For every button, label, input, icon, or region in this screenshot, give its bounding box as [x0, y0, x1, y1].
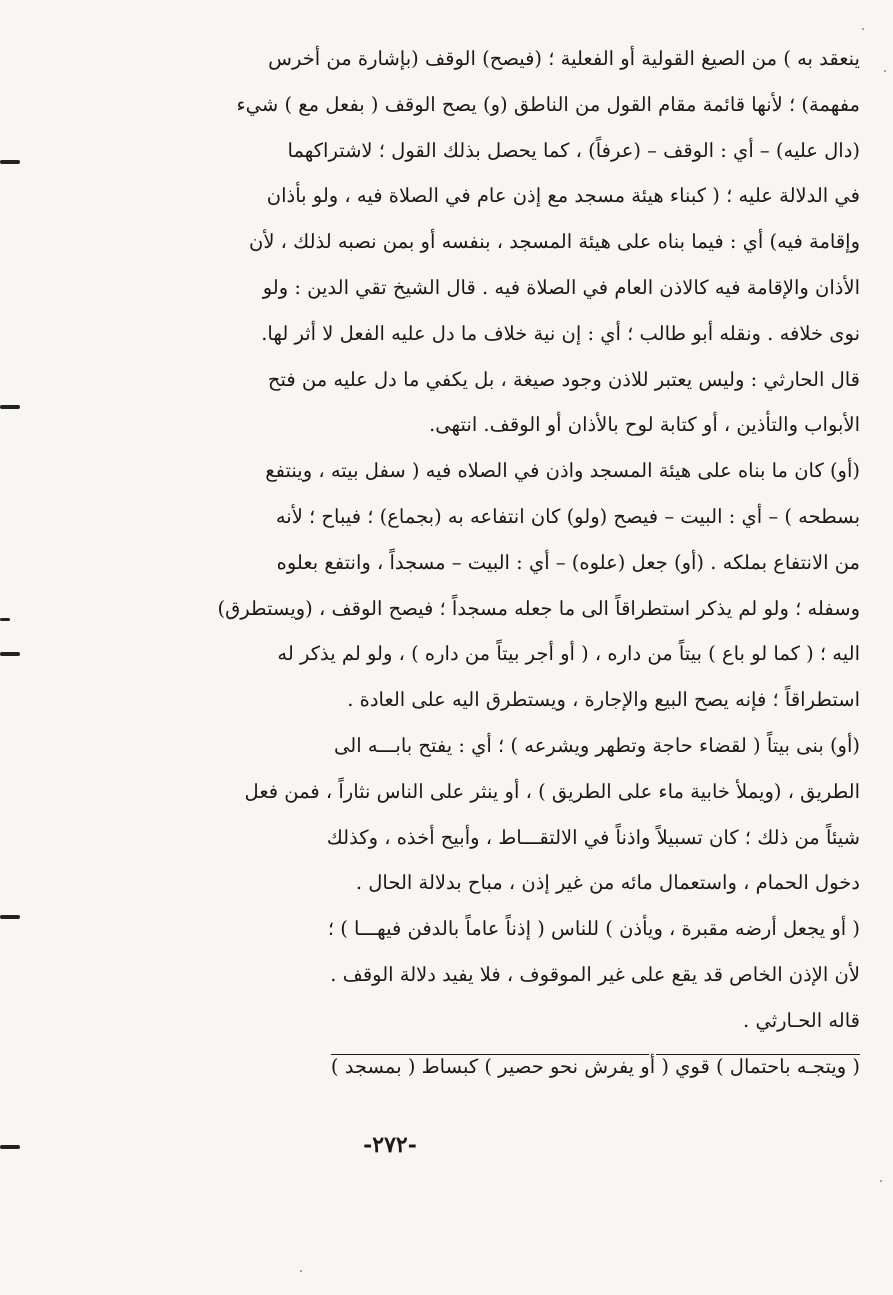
- margin-mark: [0, 618, 10, 621]
- text-line-15: استطراقاً ؛ فإنه يصح البيع والإجارة ، ويستطرق اليه على العادة .: [347, 688, 860, 712]
- paper-speck: [862, 28, 864, 30]
- text-line-18: شيئاً من ذلك ؛ كان تسبيلاً واذناً في الالتقـــاط ، وأبيح أخذه ، وكذلك: [326, 825, 860, 849]
- text-line-6: الأذان والإقامة فيه كالاذن العام في الصلاة فيه . قال الشيخ تقي الدين : ولو: [262, 275, 860, 299]
- text-line-14: اليه ؛ ( كما لو باع ) بيتاً من داره ، ( أو أجر بيتاً من داره ) ، ولو لم يذكر له: [277, 642, 860, 666]
- text-line-7: نوى خلافه . ونقله أبو طالب ؛ أي : إن نية خلاف ما دل عليه الفعل لا أثر لها.: [261, 321, 860, 345]
- text-line-1: ينعقد به ) من الصيغ القولية أو الفعلية ؛ (فيصح) الوقف (بإشارة من أخرس: [268, 47, 860, 70]
- text-line-4: في الدلالة عليه ؛ ( كبناء هيئة مسجد مع إذن عام في الصلاة فيه ، ولو بأذان: [266, 184, 860, 208]
- text-line-2: مفهمة) ؛ لأنها قائمة مقام القول من الناطق (و) يصح الوقف ( بفعل مع ) شيء: [236, 92, 860, 116]
- margin-mark: [0, 160, 20, 164]
- margin-mark: [0, 652, 20, 656]
- margin-mark: [0, 915, 20, 919]
- paper-speck: [884, 70, 886, 72]
- text-line-16: (أو) بنى بيتاً ( لقضاء حاجة وتطهر ويشرعه ) ؛ أي : يفتح بابـــه الى: [334, 733, 860, 757]
- text-line-20: ( أو يجعل أرضه مقبرة ، ويأذن ) للناس ( إذناً عاماً بالدفن فيهـــا ) ؛: [327, 917, 860, 941]
- text-line-11: بسطحه ) – أي : البيت – فيصح (ولو) كان انتفاعه به (بجماع) ؛ فيباح ؛ لأنه: [275, 504, 860, 528]
- margin-mark: [0, 1145, 20, 1149]
- text-line-8: قال الحارثي : وليس يعتبر للاذن وجود صيغة ، بل يكفي ما دل عليه من فتح: [267, 367, 860, 391]
- paper-speck: [880, 1180, 882, 1182]
- text-line-23: ( ويتجـه باحتمال ) قوي ( أو يفرش نحو حصير ) كبساط ( بمسجد ): [330, 1054, 860, 1078]
- text-line-3: (دال عليه) – أي : الوقف – (عرفاً) ، كما يحصل بذلك القول ؛ لاشتراكهما: [287, 138, 860, 162]
- text-line-19: دخول الحمام ، واستعمال مائه من غير إذن ، مباح بدلالة الحال .: [355, 871, 860, 895]
- paper-speck: [300, 1270, 302, 1272]
- page-number: -٢٧٢-: [363, 1132, 417, 1158]
- text-line-10: (أو) كان ما بناه على هيئة المسجد واذن في الصلاه فيه ( سفل بيته ، وينتفع: [265, 459, 860, 483]
- text-line-21: لأن الإذن الخاص قد يقع على غير الموقوف ، فلا يفيد دلالة الوقف .: [330, 962, 860, 986]
- body-text: [60, 36, 860, 1089]
- text-line-17: الطريق ، (ويملأ خابية ماء على الطريق ) ، أو ينثر على الناس نثاراً ، فمن فعل: [244, 779, 860, 803]
- margin-mark: [0, 405, 20, 409]
- text-line-9: الأبواب والتأذين ، أو كتابة لوح بالأذان أو الوقف. انتهى.: [429, 413, 860, 437]
- text-line-13: وسفله ؛ ولو لم يذكر استطراقاً الى ما جعله مسجداً ؛ فيصح الوقف ، (ويستطرق): [217, 596, 860, 620]
- text-line-22: قاله الحـارثي .: [743, 1008, 860, 1032]
- text-line-5: وإقامة فيه) أي : فيما بناه على هيئة المسجد ، بنفسه أو بمن نصبه لذلك ، لأن: [249, 230, 860, 254]
- text-line-12: من الانتفاع بملكه . (أو) جعل (علوه) – أي : البيت – مسجداً ، وانتفع بعلوه: [276, 550, 860, 574]
